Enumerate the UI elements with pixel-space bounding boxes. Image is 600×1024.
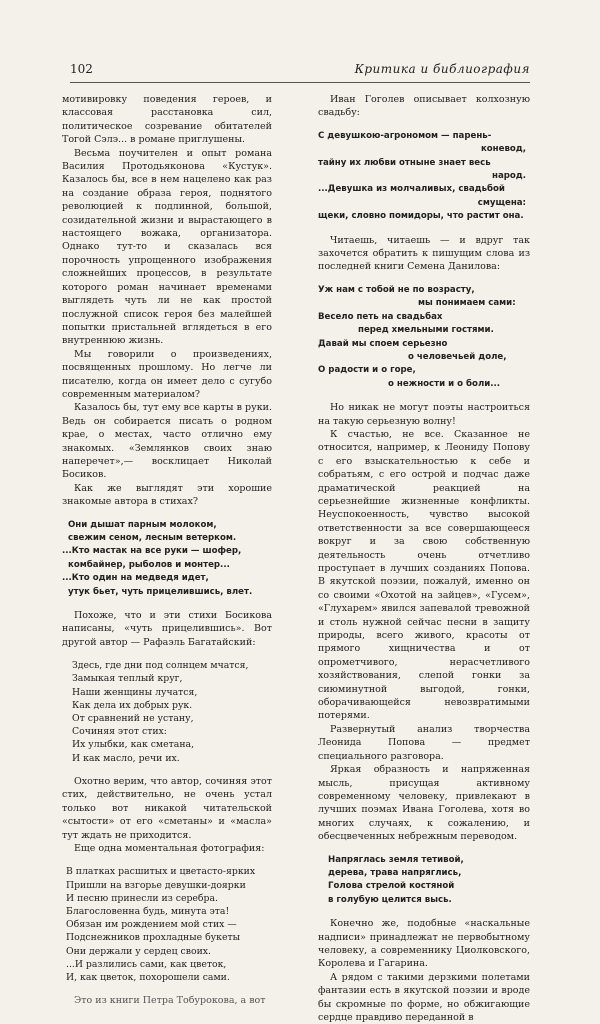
poem-line: И, как цветок, похорошели сами. xyxy=(66,971,230,983)
page-number: 102 xyxy=(70,62,93,76)
poem-line: дерева, трава напряглись, xyxy=(328,867,462,878)
paragraph: мотивировку поведения героев, и классовая расстановка сил, политическое созревание обитателей Тогой Сэлэ... в романе приглушены. xyxy=(62,94,272,146)
paragraph: Но никак не могут поэты настроиться на такую серьезную волну! xyxy=(318,402,530,427)
paragraph: К счастью, не все. Сказанное не относится, например, к Леониду Попову с его взыскательностью к себе и собратьям, с его острой и подчас даже драматической реакцией на серьезнейшие жизненные конфликты. Неуспокоенность, чувство высокой ответственности за все совершающееся вокруг и за свою собственную деятельность очень отчетливо проступает в лучших созданиях Попова. В якутской поэзии, пожалуй, именно он со своими «Охотой на зайцев», «Гусем», «Глухарем» явился запевалой тревожной и столь нужной сейчас песни в защиту природы, всего живого, красоты от прямого хищничества и от опрометчивого, нерасчетливого хозяйствования, слепой гонки за сиюминутной выгодой, гонки, оборачивающейся невозвратимыми потерями. xyxy=(318,428,530,722)
poem-line: Замыкая теплый круг, xyxy=(72,673,183,685)
poem-line: Сочиняя этот стих: xyxy=(72,726,167,738)
section-title: Критика и библиография xyxy=(354,62,530,76)
poem-line: смущена: xyxy=(477,197,526,208)
poem-line: утук бьет, чуть прицелившись, влет. xyxy=(68,586,253,597)
poem-quote xyxy=(72,659,272,765)
paragraph: Развернутый анализ творчества Леонида Попова — предмет специального разговора. xyxy=(318,723,530,762)
paragraph: Конечно же, подобные «наскальные надписи» принадлежат не первобытному человеку, а современнику Циолковского, Королева и Гагарина. xyxy=(318,918,530,970)
paragraph: Читаешь, читаешь — и вдруг так захочется обратить к пишущим слова из последней книги Семена Данилова: xyxy=(318,234,530,273)
poem-line: Голова стрелой костяной xyxy=(328,881,455,892)
poem-line: ...И разлились сами, как цветок, xyxy=(66,958,227,970)
paragraph: Охотно верим, что автор, сочиняя этот стих, действительно, не очень устал только вот никакой читательской «сытости» от его «сметаны» и «масла» тут ждать не приходится. xyxy=(62,775,272,841)
paragraph: Еще одна моментальная фотография: xyxy=(74,842,265,854)
poem-line: Давай мы споем серьезно xyxy=(318,338,448,349)
paragraph: А рядом с такими дерзкими полетами фантазии есть в якутской поэзии и вроде бы скромные по форме, но обжигающие сердце правдиво переданной в xyxy=(318,971,530,1023)
paragraph: Яркая образность и напряженная мысль, присущая активному современному человеку, привлекают в лучших поэмах Ивана Гоголева, хотя во многих случаях, к сожалению, и обесцвеченных небрежным переводом. xyxy=(318,764,530,843)
poem-line: О радости и о горе, xyxy=(318,365,416,376)
poem-line: народ. xyxy=(492,171,526,182)
poem-line: В платках расшитых и цветасто-ярких xyxy=(66,866,256,878)
paragraph: Похоже, что и эти стихи Босикова написаны, «чуть прицелившись». Вот другой автор — Рафаэль Багатайский: xyxy=(62,610,272,648)
poem-line: в голубую целится высь. xyxy=(328,894,452,905)
paragraph: Казалось бы, тут ему все карты в руки. Ведь он собирается писать о родном крае, о местах, часто отлично ему знакомых. «Землянков своих знаю наперечет»,— восклицает Николай Босиков. xyxy=(62,402,272,481)
right-column xyxy=(318,93,530,1024)
poem-quote xyxy=(318,284,530,391)
poem-quote xyxy=(66,865,272,984)
poem-quote xyxy=(62,519,272,599)
poem-line: Их улыбки, как сметана, xyxy=(72,739,195,751)
header-rule xyxy=(70,82,530,83)
paragraph: Иван Гоголев описывает колхозную свадьбу: xyxy=(318,94,530,119)
poem-quote xyxy=(318,130,530,224)
poem-quote xyxy=(328,854,530,908)
poem-line: щеки, словно помидоры, что растит она. xyxy=(318,211,524,222)
poem-line: Они держали у сердец своих. xyxy=(66,945,211,957)
poem-line: мы понимаем сами: xyxy=(418,298,516,309)
paragraph: Как же выглядят эти хорошие знакомые автора в стихах? xyxy=(62,482,272,508)
poem-line: Благословенна будь, минута эта! xyxy=(66,905,230,917)
poem-line: тайну их любви отныне знает весь xyxy=(318,157,491,168)
poem-line: о человечьей доле, xyxy=(408,351,507,362)
poem-line: Как дела их добрых рук. xyxy=(72,699,193,711)
poem-line: о нежности и о боли... xyxy=(388,378,501,389)
poem-line: коневод, xyxy=(480,144,526,155)
poem-line: Они дышат парным молоком, xyxy=(68,519,217,530)
poem-line: Уж нам с тобой не по возрасту, xyxy=(318,284,475,295)
paragraph: Весьма поучителен и опыт романа Василия Протодьяконова «Кустук». Казалось бы, все в нем нацелено как раз на создание образа героя, поднятого революцией к подлинной, большой, созидательной жизни и вырастающего в настоящего вожака, организатора. Однако тут-то и сказалась вся порочность упрощенного изображения сложнейших процессов, в результате которого роман начинает временами выглядеть чуть ли не как простой послужной список героя без малейшей попытки пристальней вглядеться в его внутреннюю жизнь. xyxy=(62,147,272,347)
poem-line: ...Кто один на медведя идет, xyxy=(62,573,209,584)
poem-line: Напряглась земля тетивой, xyxy=(328,854,464,865)
poem-line: Здесь, где дни под солнцем мчатся, xyxy=(72,660,249,672)
poem-line: И как масло, речи их. xyxy=(72,752,180,764)
poem-line: От сравнений не устану, xyxy=(72,713,194,725)
page-header xyxy=(70,62,530,78)
poem-line: ...Девушка из молчаливых, свадьбой xyxy=(318,184,505,195)
left-column xyxy=(62,93,272,1008)
paragraph: Это из книги Петра Тобурокова, а вот xyxy=(74,995,266,1007)
paragraph: Мы говорили о произведениях, посвященных прошлому. Но легче ли писателю, когда он имеет дело с сугубо современным материалом? xyxy=(62,348,272,400)
poem-line: перед хмельными гостями. xyxy=(358,325,494,336)
poem-line: комбайнер, рыболов и монтер... xyxy=(68,559,230,570)
poem-line: И песню принесли из серебра. xyxy=(66,892,218,904)
poem-line: Весело петь на свадьбах xyxy=(318,311,443,322)
poem-line: ...Кто мастак на все руки — шофер, xyxy=(62,546,242,557)
poem-line: свежим сеном, лесным ветерком. xyxy=(68,533,237,543)
poem-line: Обязан им рождением мой стих — xyxy=(66,919,237,931)
poem-line: Пришли на взгорье девушки-доярки xyxy=(66,879,246,891)
poem-line: С девушкою-агрономом — парень- xyxy=(318,130,492,141)
poem-line: Подснежников прохладные букеты xyxy=(66,932,241,944)
poem-line: Наши женщины лучатся, xyxy=(72,686,198,698)
